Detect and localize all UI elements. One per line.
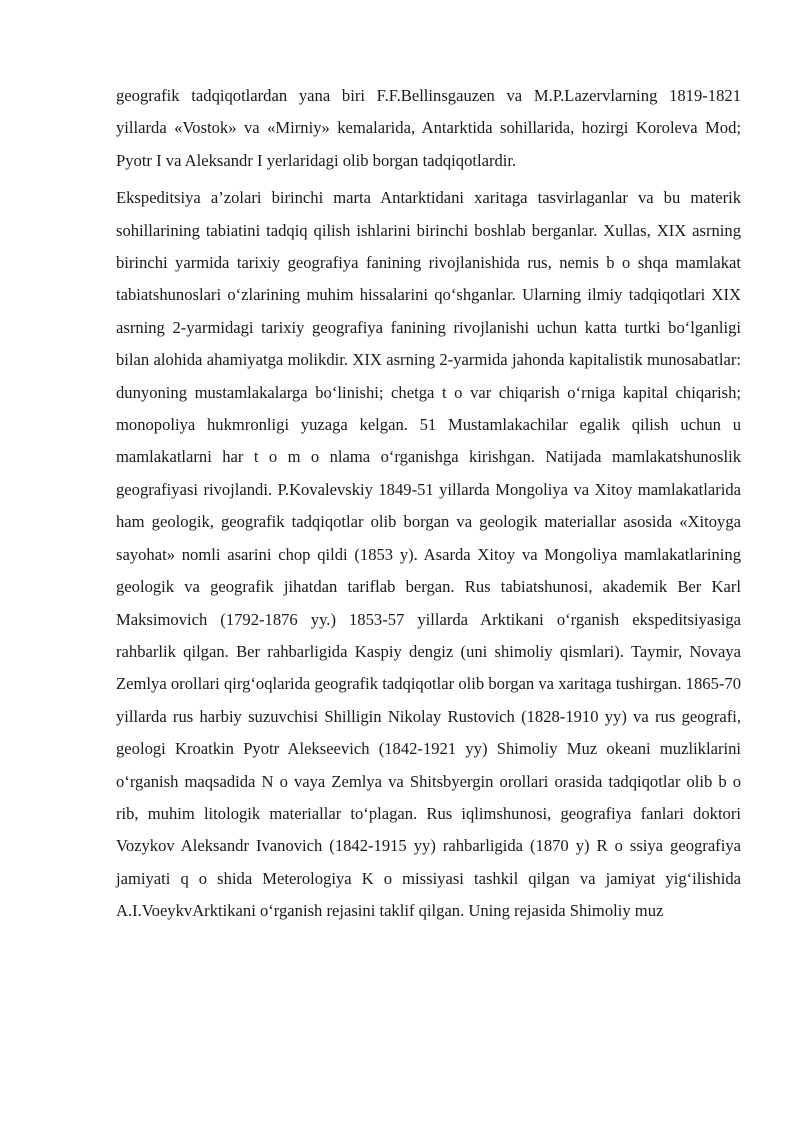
paragraph-1: geografik tadqiqotlardan yana biri F.F.Bellinsgauzen va M.P.Lazervlarning 1819-1821 yillarda «Vostok» va «Mirniy» kemalarida, Antarktida sohillarida, hozirgi Koroleva Mod; Pyotr I va Aleksandr I yerlaridagi olib borgan tadqiqotlardir. bbox=[116, 86, 741, 170]
document-page bbox=[116, 80, 741, 928]
paragraph-2: Ekspeditsiya a’zolari birinchi marta Antarktidani xaritaga tasvirlaganlar va bu materik sohillarining tabiatini tadqiq qilish ishlarini birinchi boshlab berganlar. Xullas, XIX asrning birinchi yarmida tarixiy geografiya fanining rivojlanishida rus, nemis b o shqa mamlakat tabiatshunoslari o‘zlarining muhim hissalarini qo‘shganlar. Ularning ilmiy tadqiqotlari XIX asrning 2-yarmidagi tarixiy geografiya fanining rivojlanishi uchun katta turtki bo‘lganligi bilan alohida ahamiyatga molikdir. XIX asrning 2-yarmida jahonda kapitalistik munosabatlar: dunyoning mustamlakalarga bo‘linishi; chetga t o var chiqarish o‘rniga kapital chiqarish; monopoliya hukmronligi yuzaga kelgan. 51 Mustamlakachilar egalik qilish uchun u mamlakatlarni har t o m o nlama o‘rganishga kirishgan. Natijada mamlakatshunoslik geografiyasi rivojlandi. P.Kovalevskiy 1849-51 yillarda Mongoliya va Xitoy mamlakatlarida ham geologik, geografik tadqiqotlar olib borgan va geologik materiallar asosida «Xitoyga sayohat» nomli asarini chop qildi (1853 y). Asarda Xitoy va Mongoliya mamlakatlarining geologik va geografik jihatdan tariflab bergan. Rus tabiatshunosi, akademik Ber Karl Maksimovich (1792-1876 yy.) 1853-57 yillarda Arktikani o‘rganish ekspeditsiyasiga rahbarlik qilgan. Ber rahbarligida Kaspiy dengiz (uni shimoliy qismlari). Taymir, Novaya Zemlya orollari qirg‘oqlarida geografik tadqiqotlar olib borgan va xaritaga tushirgan. 1865-70 yillarda rus harbiy suzuvchisi Shilligin Nikolay Rustovich (1828-1910 yy) va rus geografi, geologi Kroatkin Pyotr Alekseevich (1842-1921 yy) Shimoliy Muz okeani muzliklarini o‘rganish maqsadida N o vaya Zemlya va Shitsbyergin orollari orasida tadqiqotlar olib b o rib, muhim litologik materiallar to‘plagan. Rus iqlimshunosi, geografiya fanlari doktori Vozykov Aleksandr Ivanovich (1842-1915 yy) rahbarligida (1870 y) R o ssiya geografiya jamiyati q o shida Meterologiya K o missiyasi tashkil qilgan va jamiyat yig‘ilishida A.I.VoeykvArktikani o‘rganish rejasini taklif qilgan. Uning rejasida Shimoliy muz bbox=[116, 188, 741, 921]
